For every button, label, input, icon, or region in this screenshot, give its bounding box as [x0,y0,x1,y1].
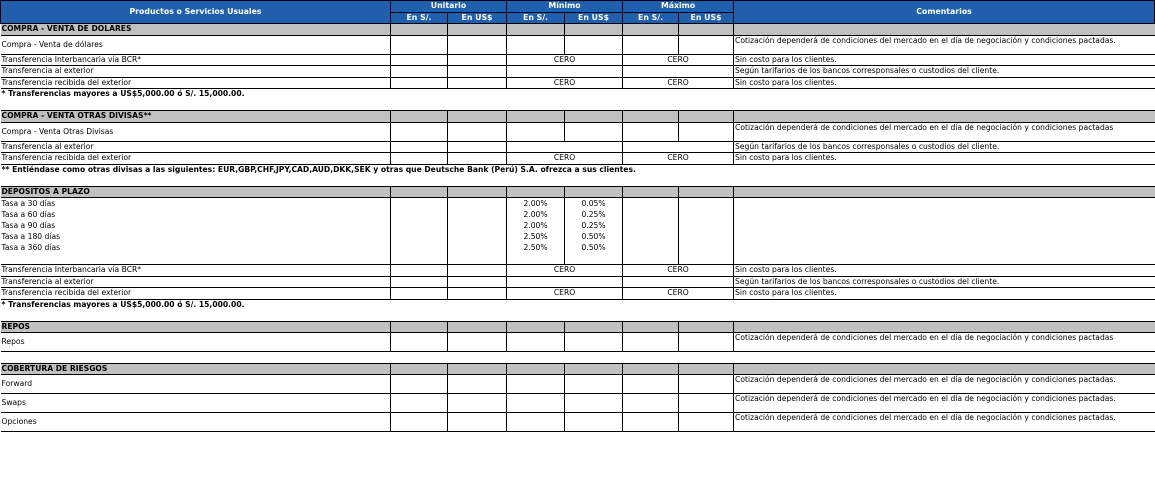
min-value: CERO [507,54,623,66]
table-row [1,35,1155,54]
min-value: CERO [507,288,623,300]
rate-min-usd: 0.50% [565,231,623,242]
section-header [1,321,1155,333]
row-comment: Sin costo para los clientes. [734,54,1155,66]
row-comment: Cotización dependerá de condiciones del mercado en el día de negociación y condiciones pactadas. [734,413,1155,432]
table-row [1,375,1155,394]
row-label: Transferencia al exterior [1,141,391,153]
row-comment: Sin costo para los clientes. [734,153,1155,165]
rate-label: Tasa a 180 días [1,231,61,241]
row-label: Repos [1,333,391,352]
row-comment: Cotización dependerá de condiciones del mercado en el día de negociación y condiciones pactadas. [734,394,1155,413]
rate-row [1,242,1155,253]
rate-min-usd: 0.25% [565,220,623,231]
rate-min-soles: 2.00% [507,220,565,231]
row-label: Transferencia recibida del exterior [1,288,391,300]
table-row [1,276,1155,288]
header-unitario: Unitario [391,1,507,13]
section-header [1,24,1155,36]
table-row [1,77,1155,89]
row-label: Transferencia al exterior [1,66,391,78]
row-comment: Sin costo para los clientes. [734,288,1155,300]
row-label: Forward [1,375,391,394]
max-value: CERO [623,77,734,89]
rate-label: Tasa a 30 días [1,198,56,208]
row-label: Transferencia recibida del exterior [1,153,391,165]
max-value: CERO [623,288,734,300]
header-comentarios: Comentarios [734,1,1155,24]
table-row [1,333,1155,352]
table-row [1,66,1155,78]
rate-row [1,209,1155,220]
min-value: CERO [507,265,623,277]
table-row [1,413,1155,432]
section-header [1,111,1155,123]
rate-min-soles: 2.00% [507,198,565,210]
max-value: CERO [623,153,734,165]
rate-min-usd: 0.25% [565,209,623,220]
rate-row [1,198,1155,210]
header-max-soles: En S/. [623,12,679,24]
row-comment: Cotización dependerá de condiciones del mercado en el día de negociación y condiciones pactadas. [734,375,1155,394]
footnote: * Transferencias mayores a US$5,000.00 ó S/. 15,000.00. [1,89,245,99]
rate-min-soles: 2.00% [507,209,565,220]
footnote: * Transferencias mayores a US$5,000.00 ó S/. 15,000.00. [1,299,245,309]
row-comment: Sin costo para los clientes. [734,77,1155,89]
section-title: REPOS [1,321,391,333]
row-label: Compra - Venta Otras Divisas [1,122,391,141]
row-comment: Según tarifarios de los bancos corresponsales o custodios del cliente. [734,276,1155,288]
row-label: Transferencia recibida del exterior [1,77,391,89]
rate-min-usd: 0.50% [565,242,623,253]
section-title: COBERTURA DE RIESGOS [1,363,391,375]
max-value: CERO [623,265,734,277]
row-label: Compra - Venta de dólares [1,35,391,54]
row-comment: Cotización dependerá de condiciones del mercado en el día de negociación y condiciones pactadas. [734,35,1155,54]
header-minimo: Mínimo [507,1,623,13]
rate-label: Tasa a 90 días [1,220,56,230]
header-min-soles: En S/. [507,12,565,24]
rate-row [1,220,1155,231]
row-label: Opciones [1,413,391,432]
footnote: ** Entiéndase como otras divisas a las siguientes: EUR,GBP,CHF,JPY,CAD,AUD,DKK,SEK y otras que Deutsche Bank (Perú) S.A. ofrezca a sus clientes. [1,164,636,174]
header-min-usd: En US$ [565,12,623,24]
table-row [1,288,1155,300]
rate-row [1,231,1155,242]
min-value: CERO [507,77,623,89]
table-row [1,122,1155,141]
section-header [1,363,1155,375]
header-unit-usd: En US$ [448,12,507,24]
row-label: Transferencia Interbancaria vía BCR* [1,265,391,277]
table-row [1,394,1155,413]
row-label: Transferencia Interbancaria vía BCR* [1,54,391,66]
table-row [1,141,1155,153]
header-productos: Productos o Servicios Usuales [1,1,391,24]
header-max-usd: En US$ [679,12,734,24]
row-comment: Cotización dependerá de condiciones del mercado en el día de negociación y condiciones pactadas [734,122,1155,141]
row-label: Swaps [1,394,391,413]
row-comment: Cotización dependerá de condiciones del mercado en el día de negociación y condiciones pactadas [734,333,1155,352]
row-comment: Sin costo para los clientes. [734,265,1155,277]
rate-min-usd: 0.05% [565,198,623,210]
row-label: Transferencia al exterior [1,276,391,288]
row-comment: Según tarifarios de los bancos corresponsales o custodios del cliente. [734,66,1155,78]
max-value: CERO [623,54,734,66]
header-unit-soles: En S/. [391,12,448,24]
rate-min-soles: 2.50% [507,231,565,242]
table-row [1,153,1155,165]
section-title: COMPRA - VENTA DE DOLARES [1,24,391,36]
rate-label: Tasa a 60 días [1,209,56,219]
rate-min-soles: 2.50% [507,242,565,253]
header-maximo: Máximo [623,1,734,13]
table-row [1,54,1155,66]
row-comment: Según tarifarios de los bancos corresponsales o custodios del cliente. [734,141,1155,153]
section-title: COMPRA - VENTA OTRAS DIVISAS** [1,111,391,123]
table-row [1,265,1155,277]
rate-label: Tasa a 360 días [1,242,61,252]
section-header [1,186,1155,198]
min-value: CERO [507,153,623,165]
section-title: DEPOSITOS A PLAZO [1,186,391,198]
